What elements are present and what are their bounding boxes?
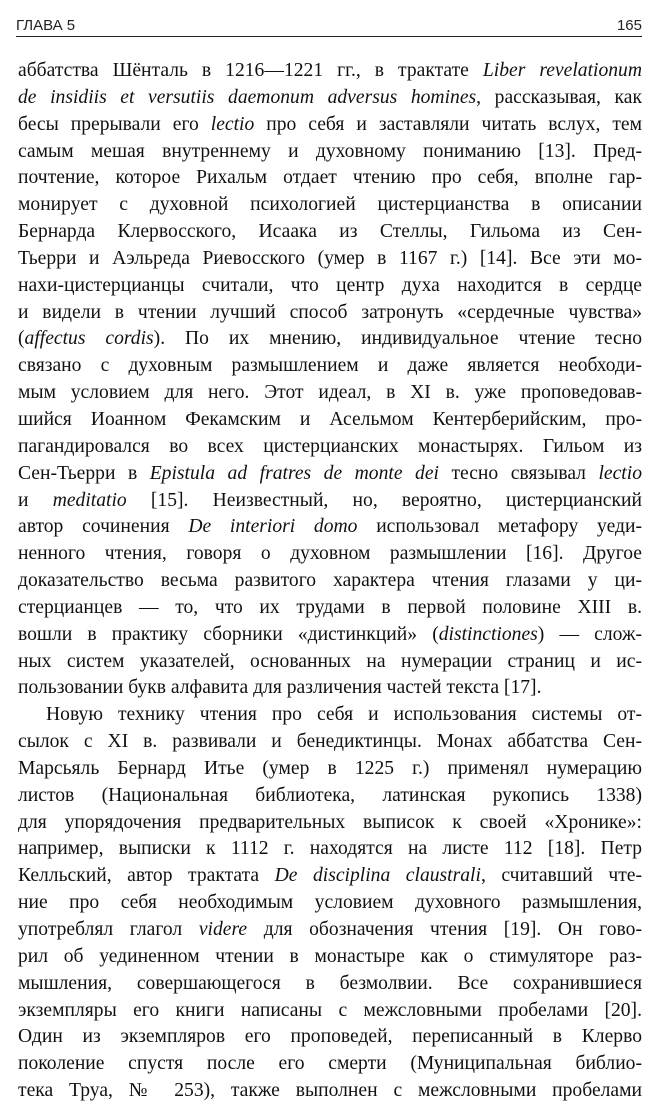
text-run: самым мешая внутреннему и духовному пониманию [13]. Пред- bbox=[18, 140, 642, 162]
text-line bbox=[18, 58, 642, 85]
text-line bbox=[18, 1078, 642, 1105]
text-line bbox=[18, 300, 642, 327]
text-line bbox=[18, 783, 642, 810]
text-run: связано с духовным размышлением и даже является необходи- bbox=[18, 355, 642, 377]
text-line bbox=[18, 622, 642, 649]
text-run: ненного чтения, говоря о духовном размышлении [16]. Другое bbox=[18, 543, 642, 565]
text-line bbox=[18, 380, 642, 407]
text-run: тесно связывал bbox=[438, 462, 599, 484]
text-run: для обозначения чтения [19]. Он гово- bbox=[247, 919, 642, 940]
text-line bbox=[18, 434, 642, 461]
text-run: поколение спустя после его смерти (Муниципальная библио- bbox=[18, 1053, 642, 1075]
text-run: Келльский, автор трактата bbox=[18, 865, 275, 887]
text-run: и bbox=[18, 489, 53, 511]
text-run: например, выписки к 1112 г. находятся на листе 112 [18]. Петр bbox=[18, 838, 642, 860]
text-run: [15]. Неизвестный, но, вероятно, цистерцианский bbox=[126, 489, 642, 511]
italic-term: meditatio bbox=[52, 489, 127, 511]
text-line bbox=[18, 595, 642, 622]
text-line bbox=[18, 514, 642, 541]
text-run: для упорядочения предварительных выписок к своей «Хронике»: bbox=[18, 811, 642, 833]
text-line bbox=[18, 246, 642, 273]
text-line bbox=[18, 702, 642, 729]
text-line bbox=[18, 1051, 642, 1078]
text-run: рил об уединенном чтении в монастыре как о стимуляторе раз- bbox=[18, 945, 642, 967]
text-run: ). По их мнению, индивидуальное чтение тесно bbox=[153, 328, 642, 350]
text-run: бесы прерывали его bbox=[18, 113, 211, 135]
text-line bbox=[18, 917, 642, 944]
text-line bbox=[18, 675, 642, 702]
text-line bbox=[18, 998, 642, 1025]
text-run: пагандировался во всех цистерцианских монастырях. Гильом из bbox=[18, 435, 642, 457]
text-run: монирует с духовной психологией цистерцианства в описании bbox=[18, 194, 642, 216]
text-line bbox=[18, 85, 642, 112]
text-run: листов (Национальная библиотека, латинская рукопись 1338) bbox=[18, 784, 642, 806]
text-line bbox=[18, 353, 642, 380]
text-line bbox=[18, 461, 642, 488]
text-run: аббатства Шёнталь в 1216—1221 гг., в трактате bbox=[18, 60, 483, 81]
text-run: ние про себя необходимым условием духовного размышления, bbox=[18, 892, 642, 914]
text-run: пользовании букв алфавита для различения частей текста [17]. bbox=[18, 677, 542, 699]
text-run: сылок с XI в. развивали и бенедиктинцы. Монах аббатства Сен- bbox=[18, 731, 642, 753]
text-run: мым условием для него. Этот идеал, в XI в. уже проповедовав- bbox=[18, 382, 642, 404]
text-line bbox=[18, 756, 642, 783]
italic-term: affectus cordis bbox=[24, 328, 154, 350]
text-line bbox=[18, 971, 642, 998]
text-run: автор сочинения bbox=[18, 516, 189, 538]
text-line bbox=[18, 810, 642, 837]
text-run: почтение, которое Рихальм отдает чтению про себя, вполне гар- bbox=[18, 167, 642, 189]
text-line bbox=[18, 326, 642, 353]
text-line bbox=[18, 192, 642, 219]
text-line bbox=[18, 1024, 642, 1051]
text-run: ных систем указателей, основанных на нумерации страниц и ис- bbox=[18, 650, 642, 672]
text-run: шийся Иоанном Фекамским и Асельмом Кентерберийским, про- bbox=[18, 408, 642, 430]
text-line bbox=[18, 407, 642, 434]
text-run: Сен-Тьерри в bbox=[18, 462, 150, 484]
italic-term: De disciplina claustrali bbox=[274, 865, 481, 887]
text-run: употреблял глагол bbox=[18, 919, 199, 940]
italic-term: videre bbox=[198, 919, 248, 940]
chapter-title: ГЛАВА 5 bbox=[16, 17, 76, 34]
text-run: Бернарда Клервосского, Исаака из Стеллы, Гильома из Сен- bbox=[18, 221, 642, 243]
text-line bbox=[18, 890, 642, 917]
italic-term: Liber revelationum bbox=[482, 60, 642, 81]
italic-term: de insidiis et versutiis daemonum adversus homines bbox=[18, 86, 477, 108]
text-line bbox=[18, 729, 642, 756]
text-line bbox=[18, 273, 642, 300]
text-line bbox=[18, 649, 642, 676]
text-line bbox=[18, 488, 642, 515]
italic-term: Epistula ad fratres de monte dei bbox=[149, 462, 439, 484]
italic-term: De interiori domo bbox=[188, 516, 358, 538]
text-line bbox=[18, 219, 642, 246]
text-run: стерцианцев — то, что их трудами в первой половине XIII в. bbox=[18, 596, 642, 618]
page-number: 165 bbox=[616, 17, 642, 34]
text-run: Тьерри и Аэльреда Риевосского (умер в 1167 г.) [14]. Все эти мо- bbox=[18, 247, 642, 269]
text-run: тека Труа, № 253), также выполнен с межсловными пробелами bbox=[18, 1080, 642, 1102]
header-rule bbox=[16, 36, 642, 37]
text-run: Один из экземпляров его проповедей, переписанный в Клерво bbox=[18, 1026, 642, 1048]
running-head bbox=[16, 8, 642, 34]
text-line bbox=[18, 836, 642, 863]
text-line bbox=[18, 944, 642, 971]
text-run: Новую технику чтения про себя и использования системы от- bbox=[46, 704, 642, 726]
text-run: вошли в практику сборники «дистинкций» ( bbox=[18, 623, 439, 645]
body-text bbox=[18, 58, 642, 1105]
text-run: использовал метафору уеди- bbox=[357, 516, 642, 538]
text-run: доказательство весьма развитого характера чтения глазами у ци- bbox=[18, 570, 642, 592]
text-line bbox=[18, 541, 642, 568]
text-line bbox=[18, 863, 642, 890]
text-run: ( bbox=[18, 328, 25, 350]
text-run: мышления, совершающегося в безмолвии. Все сохранившиеся bbox=[18, 972, 642, 994]
text-run: про себя и заставляли читать вслух, тем bbox=[254, 113, 642, 135]
text-run: ) — слож- bbox=[537, 623, 642, 645]
italic-term: lectio bbox=[210, 113, 255, 135]
text-run: , считавший чте- bbox=[480, 865, 642, 887]
italic-term: distinctiones bbox=[438, 623, 538, 645]
text-line bbox=[18, 165, 642, 192]
text-run: Марсьяль Бернард Итье (умер в 1225 г.) применял нумерацию bbox=[18, 757, 642, 779]
text-line bbox=[18, 568, 642, 595]
text-run: , рассказывая, как bbox=[476, 86, 642, 108]
text-run: нахи-цистерцианцы считали, что центр духа находится в сердце bbox=[18, 274, 642, 296]
text-line bbox=[18, 112, 642, 139]
text-line bbox=[18, 139, 642, 166]
text-run: и видели в чтении лучший способ затронуть «сердечные чувства» bbox=[18, 301, 642, 323]
italic-term: lectio bbox=[598, 462, 642, 484]
text-run: экземпляры его книги написаны с межсловными пробелами [20]. bbox=[18, 999, 642, 1021]
